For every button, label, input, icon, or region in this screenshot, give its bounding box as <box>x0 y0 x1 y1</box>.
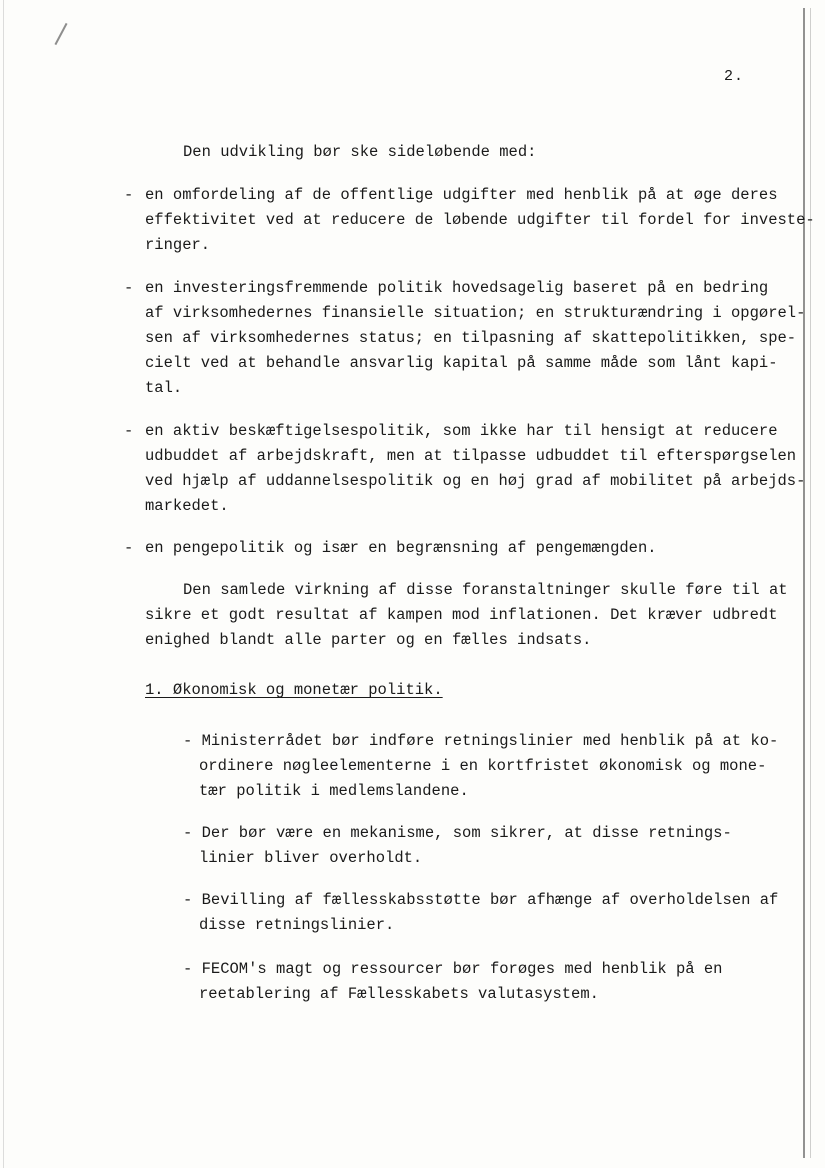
bullet-dash: - <box>124 422 134 440</box>
bullet-3-line-3: ved hjælp af uddannelsespolitik og en høj grad af mobilitet på arbejds- <box>145 472 806 490</box>
bullet-dash: - <box>124 279 134 297</box>
sub-bullet-3-line-1: - Bevilling af fællesskabsstøtte bør afhænge af overholdelsen af <box>183 891 779 909</box>
bullet-dash: - <box>124 539 134 557</box>
bullet-2-line-1: en investeringsfremmende politik hovedsagelig baseret på en bedring <box>145 279 769 297</box>
bullet-2-line-3: sen af virksomhedernes status; en tilpasning af skattepolitikken, spe- <box>145 329 797 347</box>
sub-bullet-1-line-3: tær politik i medlemslandene. <box>199 782 469 800</box>
bullet-1-line-2: effektivitet ved at reducere de løbende udgifter til fordel for investe- <box>145 211 815 229</box>
scan-right-edge <box>803 8 805 1158</box>
paragraph-line-1: Den samlede virkning af disse foranstaltninger skulle føre til at <box>183 581 788 599</box>
sub-bullet-1-line-2: ordinere nøgleelementerne i en kortfristet økonomisk og mone- <box>199 757 767 775</box>
bullet-2-line-4: cielt ved at behandle ansvarlig kapital på samme måde som lånt kapi- <box>145 354 778 372</box>
intro-line: Den udvikling bør ske sideløbende med: <box>183 143 537 161</box>
bullet-1-line-3: ringer. <box>145 236 211 254</box>
sub-bullet-4-line-1: - FECOM's magt og ressourcer bør forøges med henblik på en <box>183 960 723 978</box>
scan-right-edge-inner <box>810 8 811 1158</box>
bullet-3-line-1: en aktiv beskæftigelsespolitik, som ikke har til hensigt at reducere <box>145 422 778 440</box>
pen-mark <box>54 23 67 45</box>
section-heading: 1. Økonomisk og monetær politik. <box>145 681 443 699</box>
sub-bullet-2-line-2: linier bliver overholdt. <box>199 849 423 867</box>
sub-bullet-4-line-2: reetablering af Fællesskabets valutasystem. <box>199 985 599 1003</box>
bullet-2-line-5: tal. <box>145 379 183 397</box>
sub-bullet-3-line-2: disse retningslinier. <box>199 916 395 934</box>
paragraph-line-2: sikre et godt resultat af kampen mod inflationen. Det kræver udbredt <box>145 606 778 624</box>
scan-left-edge <box>3 0 4 1168</box>
sub-bullet-2-line-1: - Der bør være en mekanisme, som sikrer, at disse retnings- <box>183 824 732 842</box>
bullet-dash: - <box>124 186 134 204</box>
bullet-2-line-2: af virksomhedernes finansielle situation; en strukturændring i opgørel- <box>145 304 806 322</box>
bullet-3-line-2: udbuddet af arbejdskraft, men at tilpasse udbuddet til efterspørgselen <box>145 447 797 465</box>
paragraph-line-3: enighed blandt alle parter og en fælles indsats. <box>145 631 592 649</box>
bullet-3-line-4: markedet. <box>145 497 229 515</box>
bullet-1-line-1: en omfordeling af de offentlige udgifter med henblik på at øge deres <box>145 186 778 204</box>
page-number: 2. <box>724 68 745 85</box>
sub-bullet-1-line-1: - Ministerrådet bør indføre retningslinier med henblik på at ko- <box>183 732 779 750</box>
bullet-4-line-1: en pengepolitik og især en begrænsning af pengemængden. <box>145 539 657 557</box>
